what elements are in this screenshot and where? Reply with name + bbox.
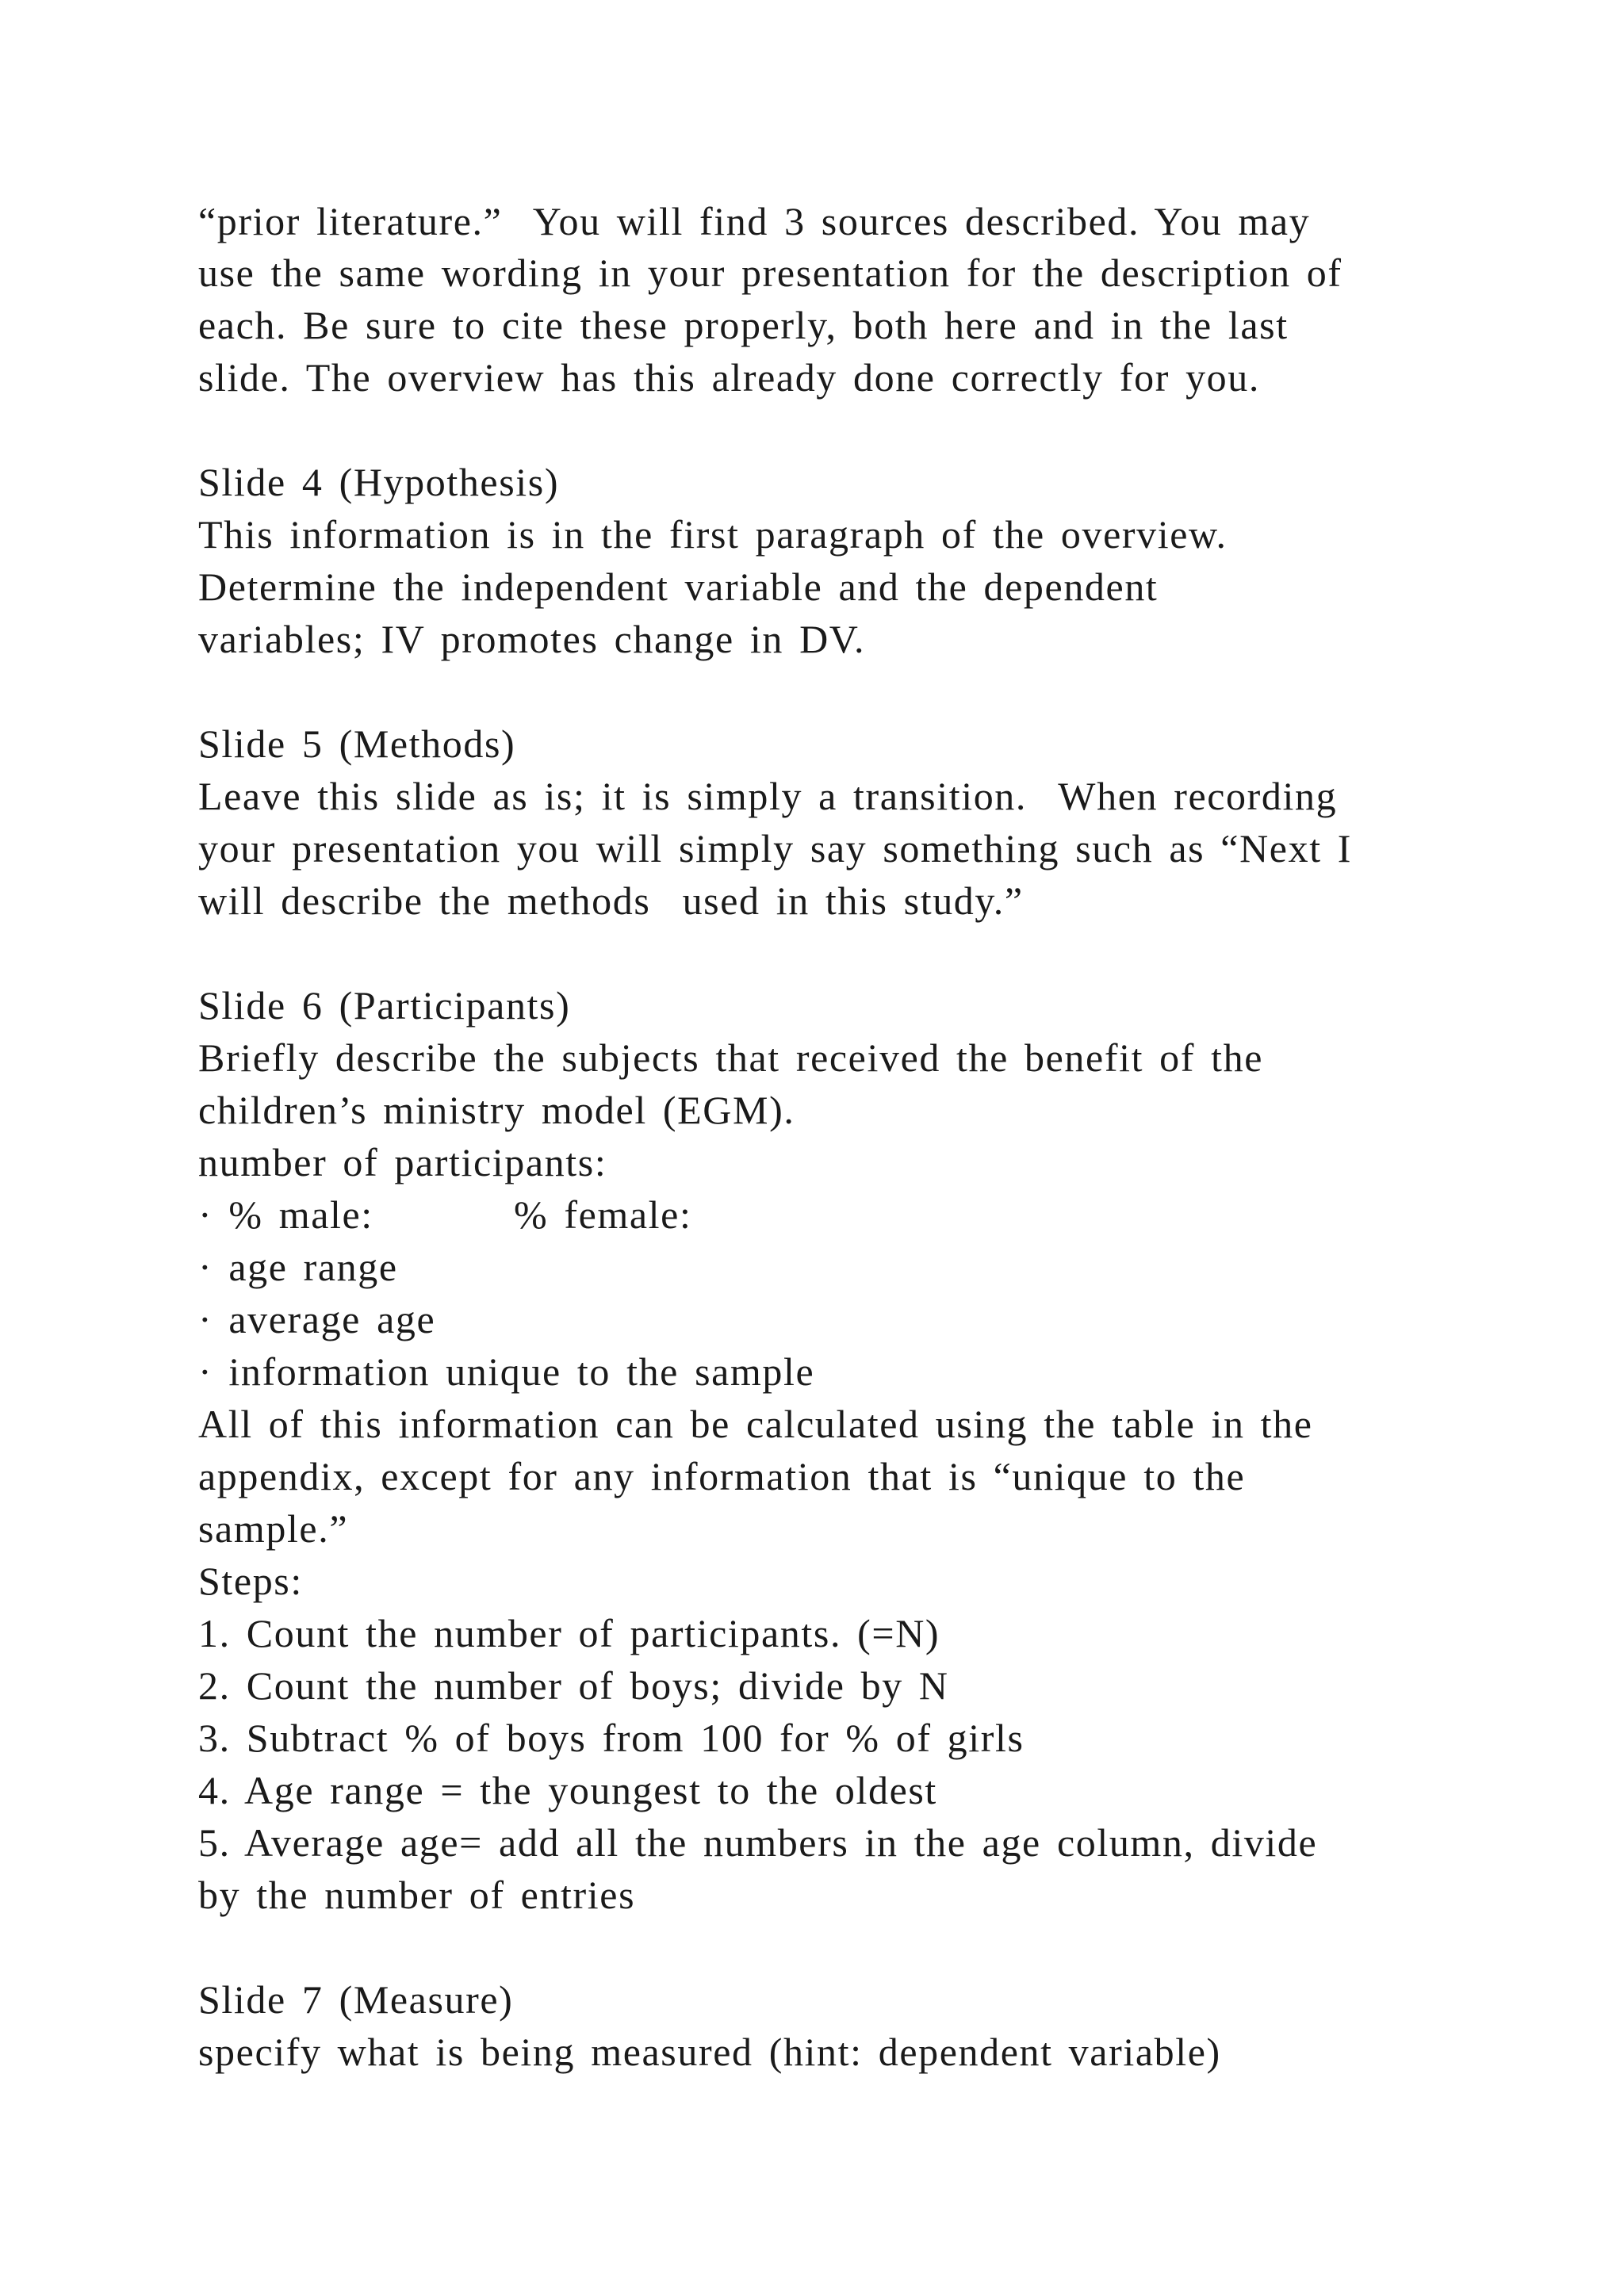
bullet-unique-info: · information unique to the sample [198, 1349, 815, 1394]
bullet-age-range: · age range [198, 1245, 398, 1289]
step-item: 2. Count the number of boys; divide by N [198, 1663, 949, 1708]
step-item: by the number of entries [198, 1873, 636, 1917]
step-item: 5. Average age= add all the numbers in the age column, divide [198, 1820, 1318, 1865]
body-text-line: This information is in the first paragraph of the overview. [198, 512, 1228, 557]
body-text-line: your presentation you will simply say something such as “Next I [198, 826, 1353, 871]
body-text-line: use the same wording in your presentation for the description of [198, 251, 1342, 295]
section-heading-slide6: Slide 6 (Participants) [198, 983, 571, 1027]
body-text-line: “prior literature.” You will find 3 sources described. You may [198, 199, 1311, 243]
bullet-average-age: · average age [198, 1297, 436, 1341]
step-item: 1. Count the number of participants. (=N) [198, 1611, 940, 1655]
bullet-male: · % male: [198, 1192, 373, 1237]
body-text-line: will describe the methods used in this study.” [198, 878, 1024, 923]
body-text-line: appendix, except for any information that is “unique to the [198, 1454, 1246, 1498]
body-text-line: specify what is being measured (hint: dependent variable) [198, 2030, 1221, 2074]
body-text-line: Briefly describe the subjects that received the benefit of the [198, 1035, 1263, 1080]
body-text-line: sample.” [198, 1506, 349, 1551]
section-heading-slide5: Slide 5 (Methods) [198, 721, 516, 766]
body-text-line: slide. The overview has this already done correctly for you. [198, 355, 1260, 400]
step-item: 3. Subtract % of boys from 100 for % of girls [198, 1716, 1025, 1760]
steps-label: Steps: [198, 1559, 303, 1603]
section-heading-slide7: Slide 7 (Measure) [198, 1977, 514, 2022]
step-item: 4. Age range = the youngest to the oldest [198, 1768, 937, 1812]
body-text-line: Determine the independent variable and the dependent [198, 564, 1159, 609]
bullet-female: % female: [514, 1192, 692, 1237]
body-text-line: number of participants: [198, 1140, 607, 1184]
body-text-line: each. Be sure to cite these properly, both here and in the last [198, 303, 1289, 347]
body-text-line: All of this information can be calculated using the table in the [198, 1402, 1313, 1446]
body-text-line: children’s ministry model (EGM). [198, 1088, 795, 1132]
body-text-line: Leave this slide as is; it is simply a transition. When recording [198, 774, 1338, 818]
section-heading-slide4: Slide 4 (Hypothesis) [198, 460, 560, 504]
body-text-line: variables; IV promotes change in DV. [198, 617, 866, 661]
